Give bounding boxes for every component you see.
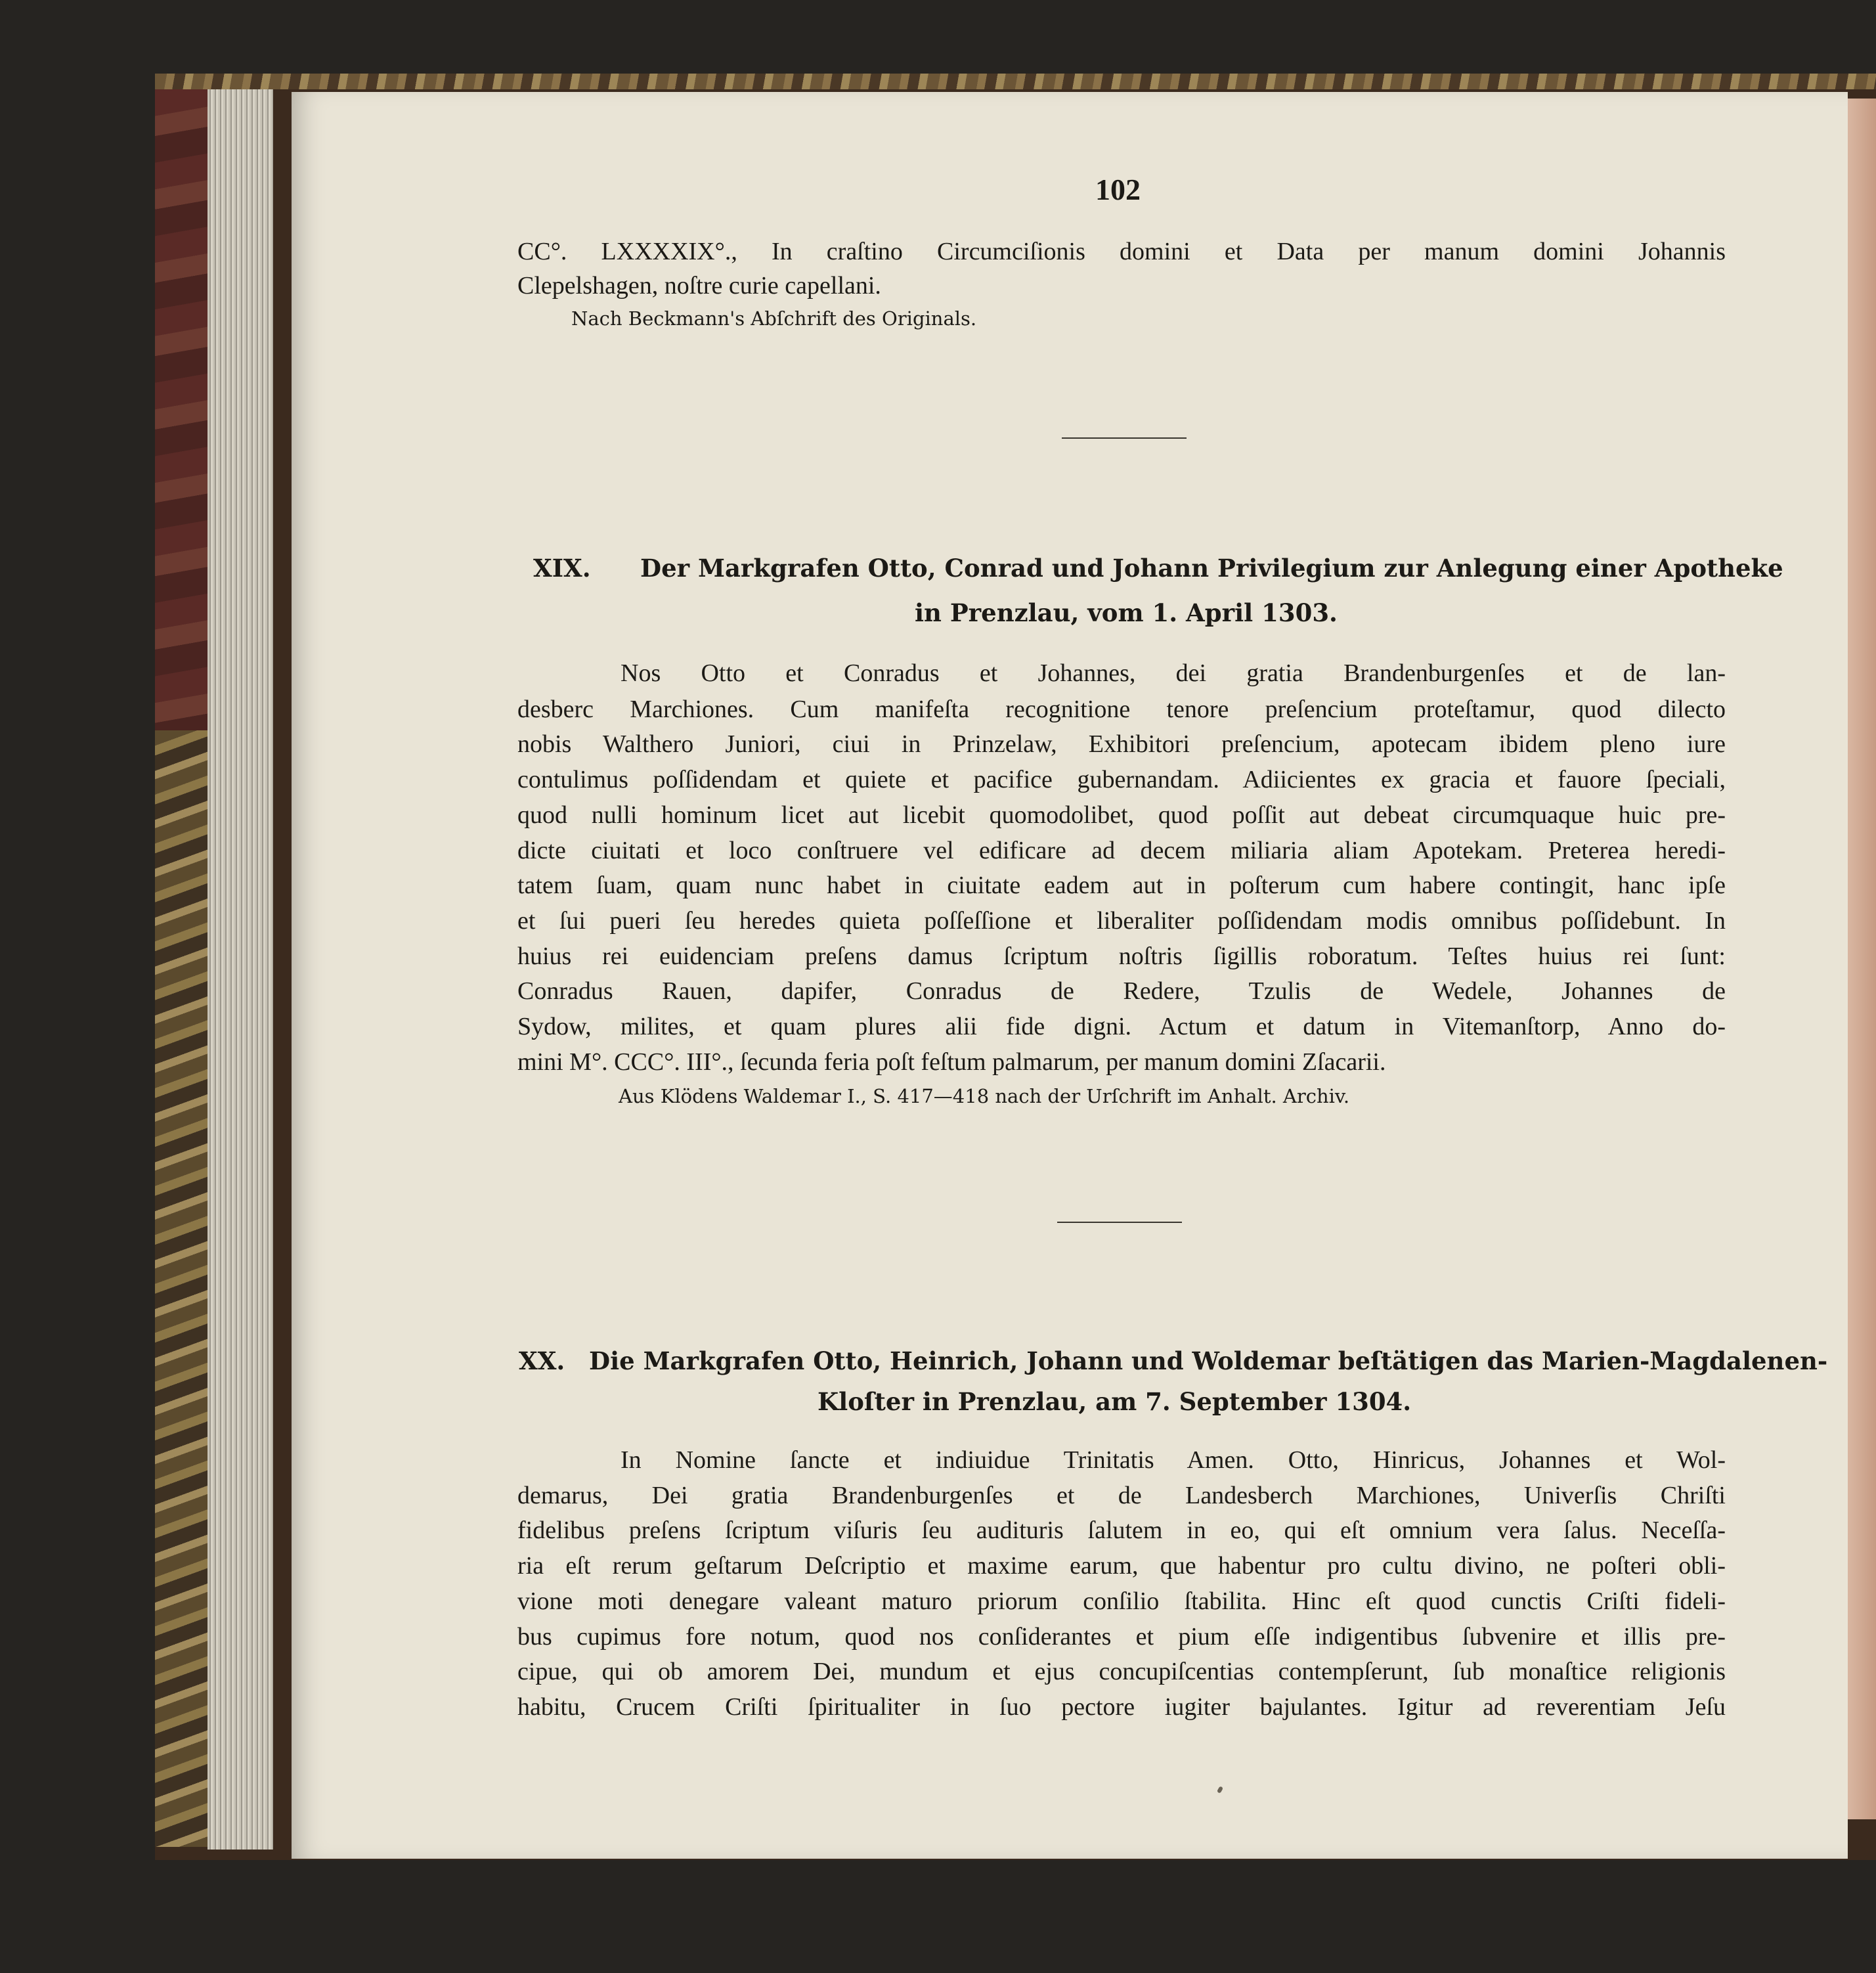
text-line: tatem ſuam, quam nunc habet in ciuitate eadem aut in poſterum cum habere contingit, hanc ipſe [517,872,1726,899]
text-line: contulimus poſſidendam et quiete et pacifice gubernandam. Adiicientes ex gracia et fauore ſpeciali, [517,766,1726,793]
text-line: vione moti denegare valeant maturo priorum conſilio ſtabilita. Hinc eſt quod cunctis Criſti fideli- [517,1587,1726,1615]
section-title: Die Markgrafen Otto, Heinrich, Johann und Woldemar beſtätigen das Marien-Magdalenen- [589,1346,1828,1375]
text-line: demarus, Dei gratia Brandenburgenſes et de Landesberch Marchiones, Univerſis Chriſti [517,1482,1726,1509]
text-line: mini M°. CCC°. III°., ſecunda feria poſt feſtum palmarum, per manum domini Zſacarii. [517,1048,1386,1076]
text-line: CC°. LXXXXIX°., In craſtino Circumciſionis domini et Data per manum domini Johannis [517,238,1726,265]
text-line: cipue, qui ob amorem Dei, mundum et ejus concupiſcentias contempſerunt, ſub monaſtice religionis [517,1658,1726,1685]
marbled-edge-top [155,74,1876,89]
text-line: In Nomine ſancte et indiuidue Trinitatis Amen. Otto, Hinricus, Johannes et Wol- [621,1446,1726,1474]
next-page-edge [1848,99,1876,1819]
text-line: desberc Marchiones. Cum manifeſta recognitione tenore preſencium proteſtamur, quod dilecto [517,696,1726,723]
section-number: XIX. [533,554,591,583]
section-divider [1062,437,1187,439]
section-number: XX. [519,1346,565,1375]
text-line: Nos Otto et Conradus et Johannes, dei gratia Brandenburgenſes et de lan- [621,659,1726,687]
source-note: Aus Klödens Waldemar I., S. 417—418 nach der Urſchrift im Anhalt. Archiv. [619,1085,1350,1107]
section-title-line2: Kloſter in Prenzlau, am 7. September 1304. [818,1387,1412,1416]
text-line: habitu, Crucem Criſti ſpiritualiter in ſuo pectore iugiter bajulantes. Igitur ad reverentiam Jeſu [517,1693,1726,1721]
source-note: Nach Beckmann's Abſchrift des Originals. [571,307,977,330]
text-line: huius rei euidenciam preſens damus ſcriptum noſtris ſigillis roboratum. Teſtes huius rei ſunt: [517,942,1726,970]
text-line: fidelibus preſens ſcriptum viſuris ſeu audituris ſalutem in eo, qui eſt omnium vera ſalus. Neceſſa- [517,1517,1726,1544]
text-line: bus cupimus fore notum, quod nos conſiderantes et pium eſſe indigentibus ſubvenire et illis pre- [517,1623,1726,1651]
marbled-cover-left [155,730,207,1847]
text-line: dicte ciuitati et loco conſtruere vel edificare ad decem miliaria aliam Apotekam. Preterea heredi- [517,837,1726,864]
section-divider [1057,1222,1182,1223]
text-line: et ſui pueri ſeu heredes quieta poſſeſſione et liberaliter poſſidendam modis omnibus poſſidebunt. In [517,907,1726,935]
page-number: 102 [1095,173,1141,206]
text-line: Conradus Rauen, dapifer, Conradus de Redere, Tzulis de Wedele, Johannes de [517,977,1726,1005]
page-edges [207,89,273,1850]
text-line: Sydow, milites, et quam plures alii fide digni. Actum et datum in Vitemanſtorp, Anno do- [517,1013,1726,1040]
text-line: ria eſt rerum geſtarum Deſcriptio et maxime earum, que habentur pro cultu divino, ne poſteri obli- [517,1552,1726,1580]
text-line: Clepelshagen, noſtre curie capellani. [517,272,881,299]
text-line: nobis Walthero Juniori, ciui in Prinzelaw, Exhibitori preſencium, apotecam ibidem pleno iure [517,730,1726,758]
section-title-line2: in Prenzlau, vom 1. April 1303. [915,598,1338,627]
section-title: Der Markgrafen Otto, Conrad und Johann Privilegium zur Anlegung einer Apotheke [640,554,1783,583]
text-line: quod nulli hominum licet aut licebit quomodolibet, quod poſſit aut debeat circumquaque huic pre- [517,801,1726,829]
